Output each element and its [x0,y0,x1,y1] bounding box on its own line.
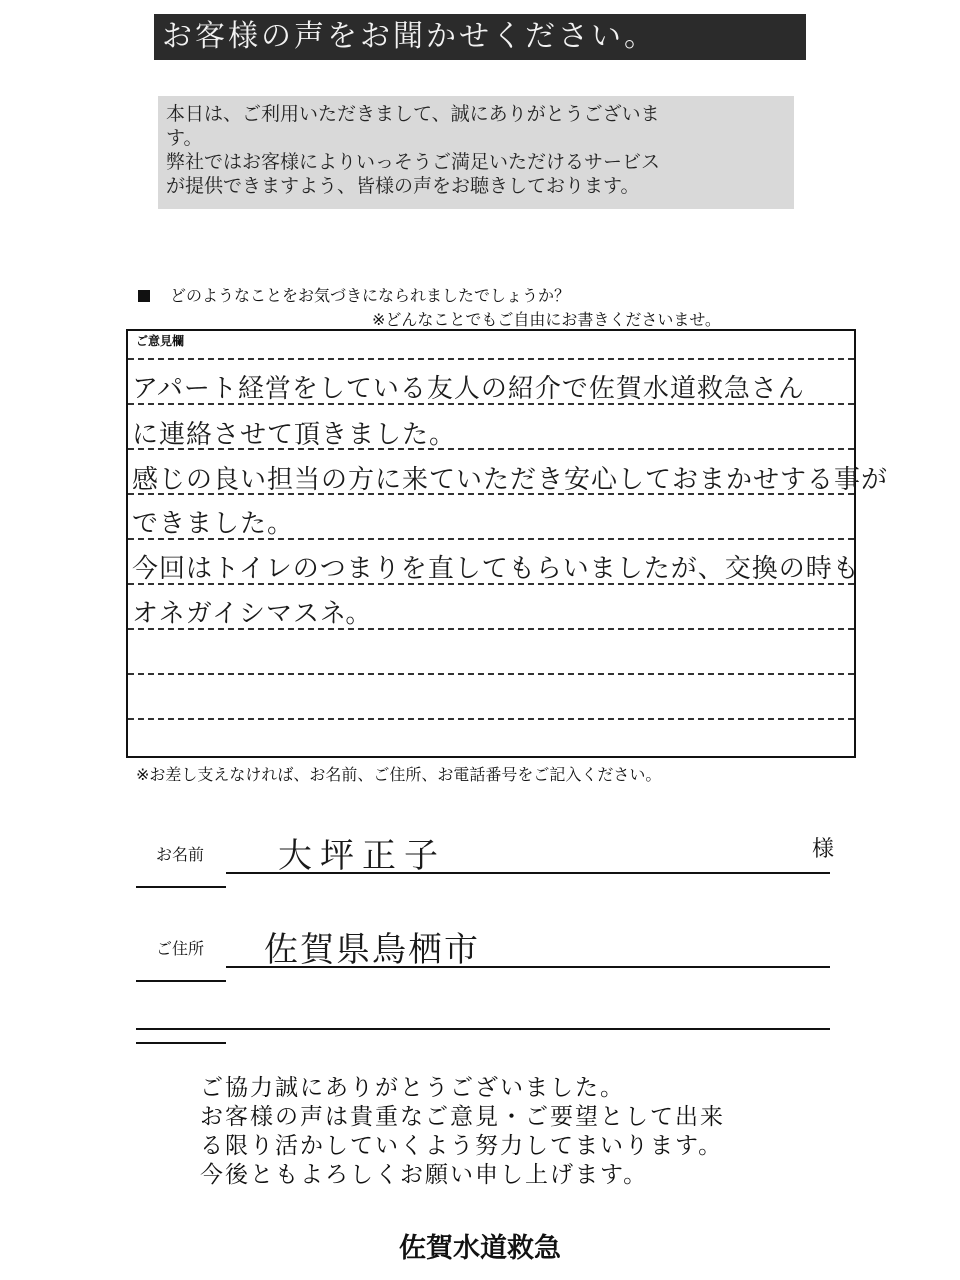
ruled-line [128,358,854,360]
thanks-line: ご協力誠にありがとうございました。 [200,1075,625,1101]
thanks-message [200,1074,725,1190]
greeting-line: が提供できますよう、皆様の声をお聴きしております。 [166,175,640,197]
question-note: ※どんなことでもご自由にお書きくださいませ。 [372,310,721,329]
address-value: 佐賀県鳥栖市 [264,930,480,970]
phone-label-underline [136,1042,226,1044]
name-value: 大坪正子 [278,836,446,876]
handwritten-opinion-line: アパート経営をしている友人の紹介で佐賀水道救急さん [132,374,805,404]
address-underline [226,966,830,968]
greeting-message [158,96,794,209]
handwritten-opinion-line: に連絡させて頂きました。 [132,420,457,450]
address-underline-2 [136,1028,830,1030]
name-label-underline [136,886,226,888]
ruled-line [128,718,854,720]
honorific: 様 [812,837,835,862]
handwritten-opinion-line: 感じの良い担当の方に来ていただき安心しておまかせする事が [132,465,889,495]
question-heading [138,283,570,306]
square-bullet-icon [138,290,150,302]
ruled-line [128,673,854,675]
greeting-line: 本日は、ご利用いただきまして、誠にありがとうございま [166,103,660,125]
greeting-line: 弊社ではお客様によりいっそうご満足いただけるサービス [166,151,661,173]
opinion-box-label: ご意見欄 [136,334,185,348]
address-label-underline [136,980,226,982]
contact-info-note: ※お差し支えなければ、お名前、ご住所、お電話番号をご記入ください。 [136,765,662,784]
question-text: どのようなことをお気づきになられましたでしょうか？ [170,286,571,305]
company-name: 佐賀水道救急 [399,1233,561,1264]
handwritten-opinion-line: できました。 [132,509,295,539]
handwritten-opinion-line: オネガイシマスネ。 [132,599,373,629]
handwritten-opinion-line: 今回はトイレのつまりを直してもらいましたが、交換の時も [132,554,860,584]
name-underline [226,872,830,874]
thanks-line: 今後ともよろしくお願い申し上げます。 [200,1162,649,1188]
address-label: ご住所 [156,939,205,958]
thanks-line: る限り活かしていくよう努力してまいります。 [200,1133,724,1159]
thanks-line: お客様の声は貴重なご意見・ご要望として出来 [200,1104,725,1130]
name-label: お名前 [156,845,205,864]
page-title: お客様の声をお聞かせください。 [154,14,806,60]
greeting-line: す。 [166,127,203,149]
